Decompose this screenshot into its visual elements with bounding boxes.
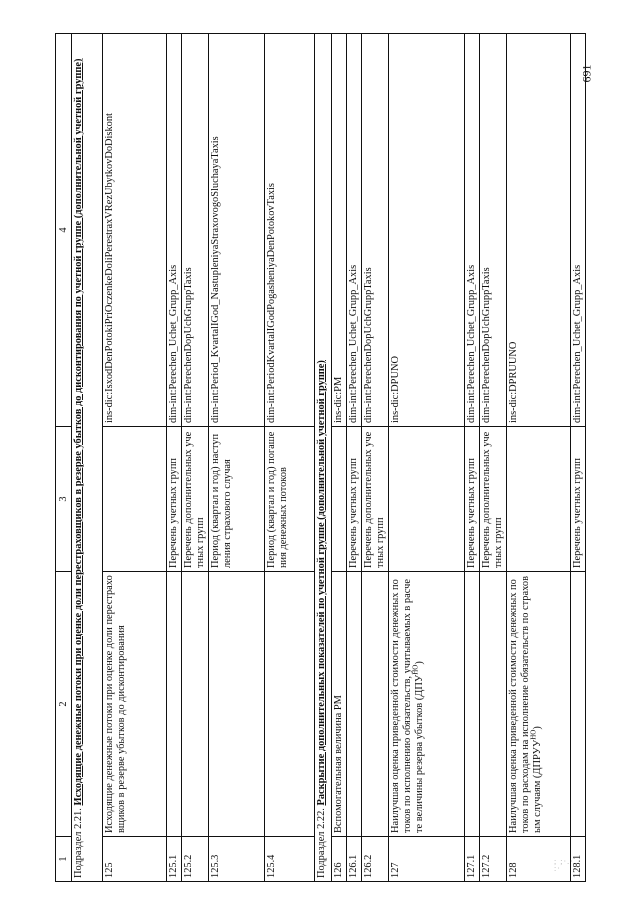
page-number: 691 [579, 64, 594, 83]
row-item: dim-int:PeriodKvartalIGodPogasheniyaDenPotokovTaxis [265, 34, 315, 427]
row-dimension: Перечень учетных групп [465, 427, 480, 572]
row-dimension: Перечень учетных групп [167, 427, 182, 572]
row-name [480, 572, 507, 837]
row-item: dim-int:Perechen_Uchet_Grupp_Axis [167, 34, 182, 427]
section-title: Раскрытие дополнительных показателей по учетной группе (дополнительной учетной группе) [316, 360, 327, 806]
row-code: 127.1 [465, 837, 480, 882]
row-dimension: Перечень дополнительных учетных групп [480, 427, 507, 572]
row-item: dim-int:PerechenDopUchGruppTaxis [182, 34, 209, 427]
row-item: dim-int:Period_KvartalIGod_NastupleniyaStraxovogoSluchayaTaxis [209, 34, 265, 427]
row-item: ins-dic:DPRUUNO [507, 34, 571, 427]
section-2-21-title [72, 34, 103, 882]
row-code: 128 [507, 837, 571, 882]
row-item: ins-dic:DPUNO [389, 34, 465, 427]
row-item: dim-int:PerechenDopUchGruppTaxis [362, 34, 389, 427]
table-row [347, 34, 362, 882]
section-prefix: Подраздел 2.21. [73, 805, 84, 878]
row-dimension [103, 427, 167, 572]
table-row [362, 34, 389, 882]
row-name [265, 572, 315, 837]
row-name-tail: ) [532, 726, 543, 730]
table-row [507, 34, 571, 882]
row-name [465, 572, 480, 837]
row-name-superscript: НО [411, 664, 420, 675]
table-row [480, 34, 507, 882]
row-dimension: Перечень учетных групп [347, 427, 362, 572]
row-name: Вспомогательная величина РМ [332, 572, 347, 837]
row-code: 125.4 [265, 837, 315, 882]
table-row [182, 34, 209, 882]
header-col-1: 1 [56, 837, 72, 882]
row-code: 125.3 [209, 837, 265, 882]
indicator-table [55, 33, 586, 882]
row-name-superscript: НО [529, 729, 538, 740]
table-row [571, 34, 586, 882]
table-row [103, 34, 167, 882]
table-row [465, 34, 480, 882]
row-item: dim-int:PerechenDopUchGruppTaxis [480, 34, 507, 427]
row-dimension [389, 427, 465, 572]
row-dimension: Период (квартал и год) погашения денежных потоков [265, 427, 315, 572]
row-dimension: Перечень дополнительных учетных групп [182, 427, 209, 572]
table-row [265, 34, 315, 882]
row-name-text: Наилучшая оценка приведенной стоимости денежных потоков по расходам на исполнение обязательств по страховым случаям (ДПРУУ [508, 576, 543, 833]
section-row [315, 34, 332, 882]
table-row [389, 34, 465, 882]
row-item: dim-int:Perechen_Uchet_Grupp_Axis [571, 34, 586, 427]
row-name [209, 572, 265, 837]
table-row [167, 34, 182, 882]
row-name [389, 572, 465, 837]
header-col-2: 2 [56, 572, 72, 837]
row-dimension [507, 427, 571, 572]
header-col-4: 4 [56, 34, 72, 427]
row-code: 127.2 [480, 837, 507, 882]
scan-mark: ; ;·.· :· [554, 857, 574, 873]
row-name [347, 572, 362, 837]
row-code: 125.2 [182, 837, 209, 882]
row-name-text: Наилучшая оценка приведенной стоимости денежных потоков по исполнению обязательств, учитываемых в расчете величины резерва убытков (ДПУ [390, 579, 425, 833]
row-dimension [332, 427, 347, 572]
rotated-table-wrapper [55, 58, 583, 882]
row-item: dim-int:Perechen_Uchet_Grupp_Axis [465, 34, 480, 427]
row-code: 127 [389, 837, 465, 882]
section-title: Исходящие денежные потоки при оценке доли перестраховщиков в резерве убытков до дисконтирования по учетной группе (дополнительной учетной группе) [73, 58, 84, 806]
row-name [167, 572, 182, 837]
section-row [72, 34, 103, 882]
table-header-row [56, 34, 72, 882]
row-name [182, 572, 209, 837]
header-col-3: 3 [56, 427, 72, 572]
row-dimension: Перечень учетных групп [571, 427, 586, 572]
section-prefix: Подраздел 2.22. [316, 805, 327, 878]
row-code: 128.1 [571, 837, 586, 882]
section-2-22-title [315, 34, 332, 882]
row-code: 126.1 [347, 837, 362, 882]
row-name [571, 572, 586, 837]
row-name: Исходящие денежные потоки при оценке доли перестраховщиков в резерве убытков до дисконтирования [103, 572, 167, 837]
row-name [507, 572, 571, 837]
row-dimension: Период (квартал и год) наступления страхового случая [209, 427, 265, 572]
row-name [362, 572, 389, 837]
row-code: 125 [103, 837, 167, 882]
row-code: 126 [332, 837, 347, 882]
table-row [332, 34, 347, 882]
row-code: 126.2 [362, 837, 389, 882]
row-item: ins-dic:PM [332, 34, 347, 427]
row-code: 125.1 [167, 837, 182, 882]
row-name-tail: ) [414, 661, 425, 665]
row-item: ins-dic:IsxodDenPotokiPriOczenkeDoliPerestraxVRezUbytkovDoDiskont [103, 34, 167, 427]
row-item: dim-int:Perechen_Uchet_Grupp_Axis [347, 34, 362, 427]
table-row [209, 34, 265, 882]
row-dimension: Перечень дополнительных учетных групп [362, 427, 389, 572]
